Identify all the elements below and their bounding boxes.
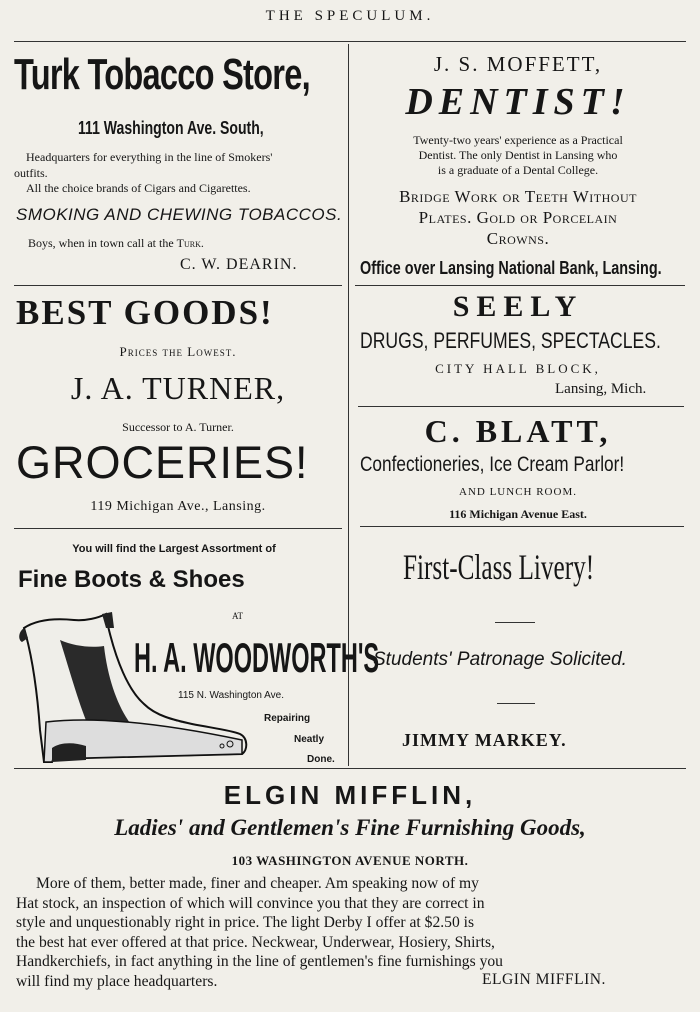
seely-name: SEELY [452,290,584,323]
blatt-address: 116 Michigan Avenue East. [449,507,587,521]
turk-store-name: Turk Tobacco Store, [14,50,310,99]
rule-left-2 [14,528,342,529]
turner-headline: BEST GOODS! [16,293,274,332]
markey-name: JIMMY MARKEY. [402,730,567,750]
markey-headline-wrap [403,546,676,588]
moffett-services3: Crowns. [486,229,550,248]
turk-owner: C. W. DEARIN. [180,256,298,273]
seely-products-wrap [360,328,700,354]
moffett-services [350,186,686,249]
rule-left-1 [14,285,342,286]
moffett-line2: Dentist. The only Dentist in Lansing who [418,148,618,162]
moffett-credentials [350,133,686,178]
turk-address: 111 Washington Ave. South, [78,118,264,138]
turner-address: 119 Michigan Ave., Lansing. [90,499,266,514]
mifflin-address: 103 WASHINGTON AVENUE NORTH. [231,853,469,868]
woodworth-repair2: Neatly [294,734,325,745]
blatt-products: Confectioneries, Ice Cream Parlor! [360,453,625,476]
mifflin-name: ELGIN MIFFLIN, [223,780,477,810]
woodworth-headline: Fine Boots & Shoes [18,566,245,593]
top-rule [14,41,686,42]
running-title: THE SPECULUM. [265,8,435,24]
markey-rule-1 [495,622,535,623]
markey-patronage: Students' Patronage Solicited. [373,649,627,670]
turner-business: GROCERIES! [16,437,309,488]
turner-name: J. A. TURNER, [70,370,286,406]
seely-block: CITY HALL BLOCK, [435,361,601,376]
mifflin-body-line1: More of them, better made, finer and cheaper. Am speaking now of my [36,875,479,892]
turk-line1b: outfits. [14,166,48,180]
blatt-products-wrap [360,453,682,477]
turk-tagline: SMOKING AND CHEWING TOBACCOS. [16,205,343,224]
moffett-services1: Bridge Work or Teeth Without [399,187,637,206]
seely-products: DRUGS, PERFUMES, SPECTACLES. [360,328,661,353]
turk-line1: Headquarters for everything in the line of Smokers' [26,150,273,164]
turner-successor: Successor to A. Turner. [122,420,234,434]
rule-right-2 [358,406,684,407]
blatt-name: C. BLATT, [424,413,612,449]
seely-city: Lansing, Mich. [555,381,647,397]
mifflin-signature: ELGIN MIFFLIN. [482,971,606,988]
mifflin-business: Ladies' and Gentlemen's Fine Furnishing Goods, [114,815,586,840]
mifflin-body-line5: Handkerchiefs, in fact anything in the line of gentlemen's fine furnishings you [16,953,503,970]
moffett-office: Office over Lansing National Bank, Lansing. [360,258,662,278]
mifflin-body-line3: style and unquestionably right in price. The light Derby I offer at $2.50 is [16,914,475,931]
turk-line3: Boys, when in town call at the Turk. [28,236,204,250]
blatt-lunch: AND LUNCH ROOM. [459,486,577,498]
turk-line2: All the choice brands of Cigars and Cigarettes. [26,181,251,195]
woodworth-address: 115 N. Washington Ave. [178,690,284,701]
moffett-services2: Plates. Gold or Porcelain [418,208,618,227]
moffett-title: DENTIST! [405,81,631,123]
rule-bottom [14,768,686,769]
woodworth-at: AT [232,611,243,621]
mifflin-body-line4: the best hat ever offered at that price. Neckwear, Underwear, Hosiery, Shirts, [16,933,495,951]
woodworth-repair1: Repairing [264,713,311,724]
turner-prices: Prices the Lowest. [119,344,237,359]
mifflin-body-line6: will find my place headquarters. [16,972,218,990]
moffett-name: J. S. MOFFETT, [433,52,603,76]
rule-right-1 [355,285,685,286]
mifflin-body-line2: Hat stock, an inspection of which will convince you that they are correct in [16,894,485,912]
moffett-line3: is a graduate of a Dental College. [437,163,599,177]
woodworth-name: H. A. WOODWORTH'S [134,634,380,681]
markey-rule-2 [497,703,535,704]
moffett-line1: Twenty-two years' experience as a Practical [413,133,623,147]
markey-headline: First-Class Livery! [403,547,595,587]
rule-right-3 [360,526,684,527]
woodworth-intro: You will find the Largest Assortment of [72,543,276,555]
woodworth-repair3: Done. [307,754,335,765]
